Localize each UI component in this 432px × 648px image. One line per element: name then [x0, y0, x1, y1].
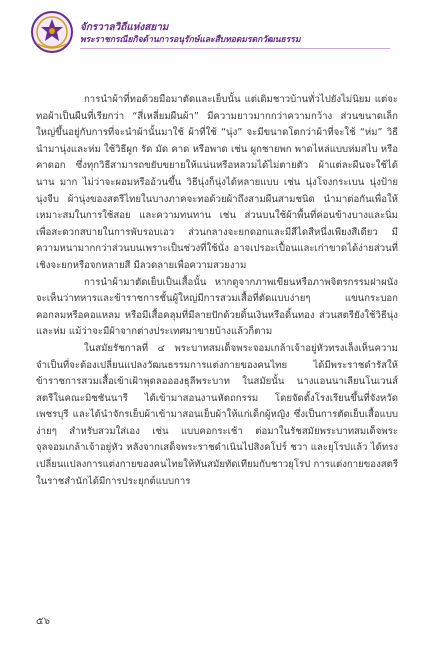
page-number: ๕๖ — [36, 616, 50, 627]
header-title: จักรวาลวิถีแห่งสยาม — [80, 22, 169, 33]
paragraph-2: การนำผ้ามาตัดเย็บเป็นเสื้อนั้น หากดูจากภาพเขียนหรือภาพจิตรกรรมฝาผนัง จะเห็นว่าทหารและข้าราชการชั้นผู้ใหญ่มีการสวมเสื้อที่ตัดแบบง่ายๆ แขนกระบอก คอกลมหรือคอแหลม หรือมีเสื้อคลุมที่มีลายปักด้วยดิ้นเงินหรือดิ้นทอง ส่วนสตรียังใช้วิธีนุ่งและห่ม แม้ว่าจะมีผ้าจากต่างประเทศมาขายบ้างแล้วก็ตาม — [36, 276, 398, 338]
paragraph-3: ในสมัยรัชกาลที่ ๔ พระบาทสมเด็จพระจอมเกล้าเจ้าอยู่หัวทรงเล็งเห็นความจำเป็นที่จะต้องเปลี่ยนแปลงวัฒนธรรมการแต่งกายของคนไทย ได้มีพระราชดำรัสให้ข้าราชการสวมเสื้อเข้าเฝ้าพุดลออองธุลีพระบาท ในสมัยนั้น นางแอนนาเลียนโนเวนส์ สตรีในคณะมิชชันนารี ได้เข้ามาสอนงานหัตถกรรม โดยจัดตั้งโรงเรียนขึ้นที่จังหวัดเพชรบุรี และได้นำจักรเย็บผ้าเข้ามาสอนเย็บผ้าให้แก่เด็กผู้หญิง ซึ่งเป็นการตัดเย็บเสื้อแบบง่ายๆ สำหรับสวมใส่เอง เช่น แบบคอกระเช้า ต่อมาในรัชสมัยพระบาทสมเด็จพระจุลจอมเกล้าเจ้าอยู่หัว หลังจากเสด็จพระราชดำเนินไปสิงคโปร์ ชวา และยุโรปแล้ว ได้ทรงเปลี่ยนแปลงการแต่งกายของคนไทยให้ทันสมัยทัดเทียมกับชาวยุโรป การแต่งกายของสตรีในราชสำนักได้มีการประยุกต์แบบการ — [36, 342, 398, 487]
paragraph-1: การนำผ้าที่ทอด้วยมือมาตัดและเย็บนั้น แต่เดิมชาวบ้านทั่วไปยังไม่นิยม แต่จะทอผ้าเป็นผืนที่เรียกว่า “สี่เหลี่ยมผืนผ้า” มีความยาวมากกว่าความกว้าง ส่วนขนาดเล็กใหญ่ขึ้นอยู่กับการที่จะนำผ้านั้นมาใช้ ผ้าที่ใช้ “นุ่ง” จะมีขนาดโตกว่าผ้าที่จะใช้ “ห่ม” วิธีนำมานุ่งและห่ม ใช้วิธีผูก รัด มัด คาด หรือพาด เช่น ผูกชายพก พาดไหล่แบบห่มสไบ หรือคาดอก ซึ่งทุกวิธีสามารถขยับขยายให้แน่นหรือหลวมได้ไม่ตายตัว ผ้าแต่ละผืนจะใช้ได้นาน มาก ไม่ว่าจะผอมหรืออ้วนขึ้น วิธีนุ่งก็นุ่งได้หลายแบบ เช่น นุ่งโจงกระเบน นุ่งป้าย นุ่งจีบ ผ้านุ่งของสตรีไทยในบางภาคจะทอด้วยผ้าถึงสามผืนสามชนิด นำมาต่อกันเพื่อให้เหมาะสมในการใช้สอย และความทนทาน เช่น ส่วนบนใช้ผ้าพื้นที่ค่อนข้างบางและนิ่ม เพื่อสะดวกสบายในการพับรอบเอว ส่วนกลางจะยกดอกและมีสีไดสีหนึ่งเพียงสีเดียว มีความหนามากกว่าส่วนบนเพราะเป็นช่วงที่ใช้นั่ง อาจเปรอะเปื้อนและเก่าขาดได้ง่ายส่วนที่เชิงจะยกหรือจกหลายสี มีลวดลายเพื่อความสวยงาม — [36, 94, 398, 271]
page-header — [30, 8, 410, 58]
body-text — [36, 92, 398, 490]
header-divider — [80, 48, 390, 49]
header-subtitle: พระราชกรณียกิจด้านการอนุรักษ์และสืบทอดมรดกวัฒนธรรม — [80, 35, 301, 45]
header-text — [80, 22, 300, 46]
royal-emblem-icon — [30, 10, 74, 54]
